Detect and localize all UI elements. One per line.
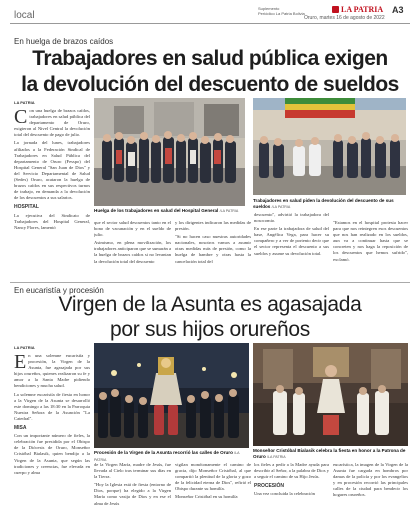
article2-col1-p3: Con un importante número de fieles, la celebración fue presidida por el Obispo de la Diócesis de Oruro, Monseñor Cristóbal Bialasik, quien bendijo a la Virgen de la Asunta, que según las tradiciones y creencias, fue elevada en cuerpo y alma: [14, 433, 90, 475]
logo-mark-icon: [332, 6, 339, 13]
article2-column-1: [14, 353, 90, 525]
supplement-line-1: Suplemento: [258, 6, 280, 11]
article2-headline-line1: Virgen de la Asunta es agasajada: [58, 293, 362, 316]
header-divider: [10, 23, 410, 24]
article2-col3-p2: Monseñor Cristóbal en su homilía: [175, 494, 238, 500]
article1-photo-2: [253, 98, 406, 195]
article1-col1-p3: La ejecutiva del Sindicato de Trabajadores del Hospital General, Nancy Flores, lamentó: [14, 212, 90, 230]
article2-caption-2-text: Monseñor Cristóbal Bialasik celebra la fiesta en honor a la Patrona de Oruro: [253, 448, 406, 459]
article2-caption-2-credit: /LA PATRIA: [267, 454, 286, 459]
newspaper-logo: [332, 5, 383, 14]
article2-col5-p1: eucarística, la imagen de la Virgen de la Asunta fue cargada en hombros por damas de la policía y por los evangelios y en procesión recorrió las principales calles de la ciudad para bendecir los hogares orureños.: [333, 462, 408, 498]
article1-col2-p2: Asimismo, en plena movilización, los trabajadores anticiparon que se sumarán a la huelga de brazos caídos si no levantan la devolución total del descuento: [94, 240, 171, 264]
article2-col2-p1: de la Virgen María, madre de Jesús, fue llevada al Cielo tras terminar sus días en la Tierra.: [94, 462, 171, 480]
article1-col4-p2: En ese parte la trabajadora de salud del base, Angélica Vega, para hacer su compañero y a ver de portento decir que el sector representa el descuento a sus sueldos y asume su devolución total.: [254, 226, 329, 256]
article1-caption-2-text: Trabajadores en salud piden la devolución del descuento de sus sueldos: [253, 198, 394, 209]
article2-col2-p2: "Hoy la Iglesia está de fiesta (entorno de Dios, porque) ha elegido a la Virgen María como vasija de Dios y en ese el alma de Jesús: [94, 482, 171, 506]
article2-headline: [12, 292, 408, 342]
article1-dropcap: C: [14, 108, 28, 128]
article1-col3-p1: y los dirigentes indicaron las medidas de presión.: [175, 220, 251, 232]
article1-column-3: [175, 220, 251, 280]
article2-col3-p1: vigilan monótonamente el camino de gracia, dijo Monseñor Cristóbal, al que compartió la plenitud de la gloria y gozo de la felicidad eterna de Dios", refirió el Obispo durante su homilía.: [175, 462, 251, 492]
article1-col1-p2: La jornada del lunes, trabajadores afiliados a la Federación Sindical de Trabajadores en Salud Pública del departamento de Oruro (Fesspo) del Hospital General "San Juan de Dios" y del Servicio Departamental de Salud (Sedes) Oruro, acataron la huelga de brazos caídos en sus respectivos turnos de trabajo, en demanda a la devolución de los descuentos a sus salarios.: [14, 140, 90, 201]
article2-dropcap: E: [14, 353, 27, 373]
article1-col5-p1: "Estamos en el hospital protesta hacer para que nos reintegren esos descuentos que nos han realizado en los sueldos, aun va a continuar hasta que se concreten y nos haga la reposición de los descuentos que hemos sufrido", exclamó.: [333, 220, 408, 262]
article2-col4-p2: Una vez concluida la celebración: [254, 491, 315, 497]
article2-photo-2-image: [253, 343, 408, 446]
logo-text: LA PATRIA: [341, 5, 384, 14]
article1-col2-p1: que el sector salud descuentos tanto en el bono de vacunación y en el sueldo de julio.: [94, 220, 171, 238]
publication-date: Oruro, martes 16 de agosto de 2022: [304, 15, 385, 21]
article2-photo-1: [94, 343, 249, 448]
article2-caption-1-credit: /LA PATRIA: [94, 451, 240, 462]
article-divider: [10, 282, 410, 283]
article2-caption-2: [253, 448, 410, 460]
article1-source: LA PATRIA: [14, 100, 35, 105]
article1-column-2: [94, 220, 171, 280]
article2-photo-2: [253, 343, 408, 446]
article2-subhead-misa: MISA: [14, 425, 27, 432]
article1-headline-line1: Trabajadores en salud pública exigen: [32, 47, 388, 70]
article2-col4-p1: los fieles a pedir a la Madre ayuda para describir al Señor, a la palabra de Dios y a seguir el camino de su Hijo Jesús.: [254, 462, 329, 480]
article1-headline-line2: la devolución del descuento de sueldos: [21, 73, 399, 96]
article2-headline-line2: por sus hijos orureños: [109, 318, 310, 341]
article1-col4-p1: descuento", advirtió la trabajadora del nosocomio.: [254, 212, 329, 224]
article2-col1-p2: La solemne eucaristía de fiesta en honor a la Virgen de la Asunta se desarrolló este domingo a las 18:30 en la Parroquia Nuestra Señora de la Asunción "La Catedral".: [14, 391, 90, 421]
article1-caption-1-text: Huelga de los trabajadores en salud del Hospital General: [94, 208, 219, 213]
article2-source: LA PATRIA: [14, 345, 35, 350]
page-header: [0, 0, 420, 24]
article1-col3-p2: "Si no hacen caso nuestras autoridades nacionales, nosotros vamos a asumir otras medidas más de presión, como la huelga de hambre y otras hasta la cancelación total del: [175, 234, 251, 264]
article1-col1-p1: on una huelga de brazos caídos, trabajadores en salud pública del departamento de Oruro, exigieron al Nivel Central la devolución total del descuento de pago de julio.: [14, 108, 90, 138]
section-label: local: [14, 10, 35, 21]
article1-headline: [12, 46, 408, 98]
article1-column-5: [333, 220, 408, 280]
article1-column-4: [254, 212, 329, 280]
page-number: A3: [392, 5, 404, 15]
article2-col1-p1: n una solemne eucaristía y procesión, la Virgen de la Asunta, fue agasajada por sus hijos orureños, quienes realizaron su fe y amor a la Santa Madre pidiendo bendiciones y mucha salud.: [14, 353, 90, 389]
article1-column-1: [14, 108, 90, 278]
article1-subhead-hospital: HOSPITAL: [14, 204, 39, 211]
article1-caption-1: [94, 208, 245, 215]
article2-column-2: [94, 462, 171, 524]
article2-column-3: [175, 462, 251, 524]
article1-kicker: En huelga de brazos caídos: [14, 37, 114, 46]
article1-photo-1-image: [94, 98, 245, 206]
article2-column-5: [333, 462, 408, 524]
article2-kicker: En eucaristía y procesión: [14, 286, 104, 295]
article1-caption-2-credit: /LA PATRIA: [271, 204, 291, 209]
article2-photo-1-image: [94, 343, 249, 448]
article1-photo-2-image: [253, 98, 406, 195]
article2-subhead-procesion: PROCESIÓN: [254, 483, 285, 490]
article1-photo-1: [94, 98, 245, 206]
article2-caption-1-text: Procesión de la Virgen de la Asunta recorrió las calles de Oruro: [94, 450, 233, 455]
supplement-note: [258, 6, 305, 16]
supplement-line-2: Periódico La Patria Bolivia: [258, 11, 305, 16]
article1-caption-1-credit: /LA PATRIA: [219, 209, 239, 213]
article2-column-4: [254, 462, 329, 524]
article1-caption-2: [253, 198, 408, 210]
